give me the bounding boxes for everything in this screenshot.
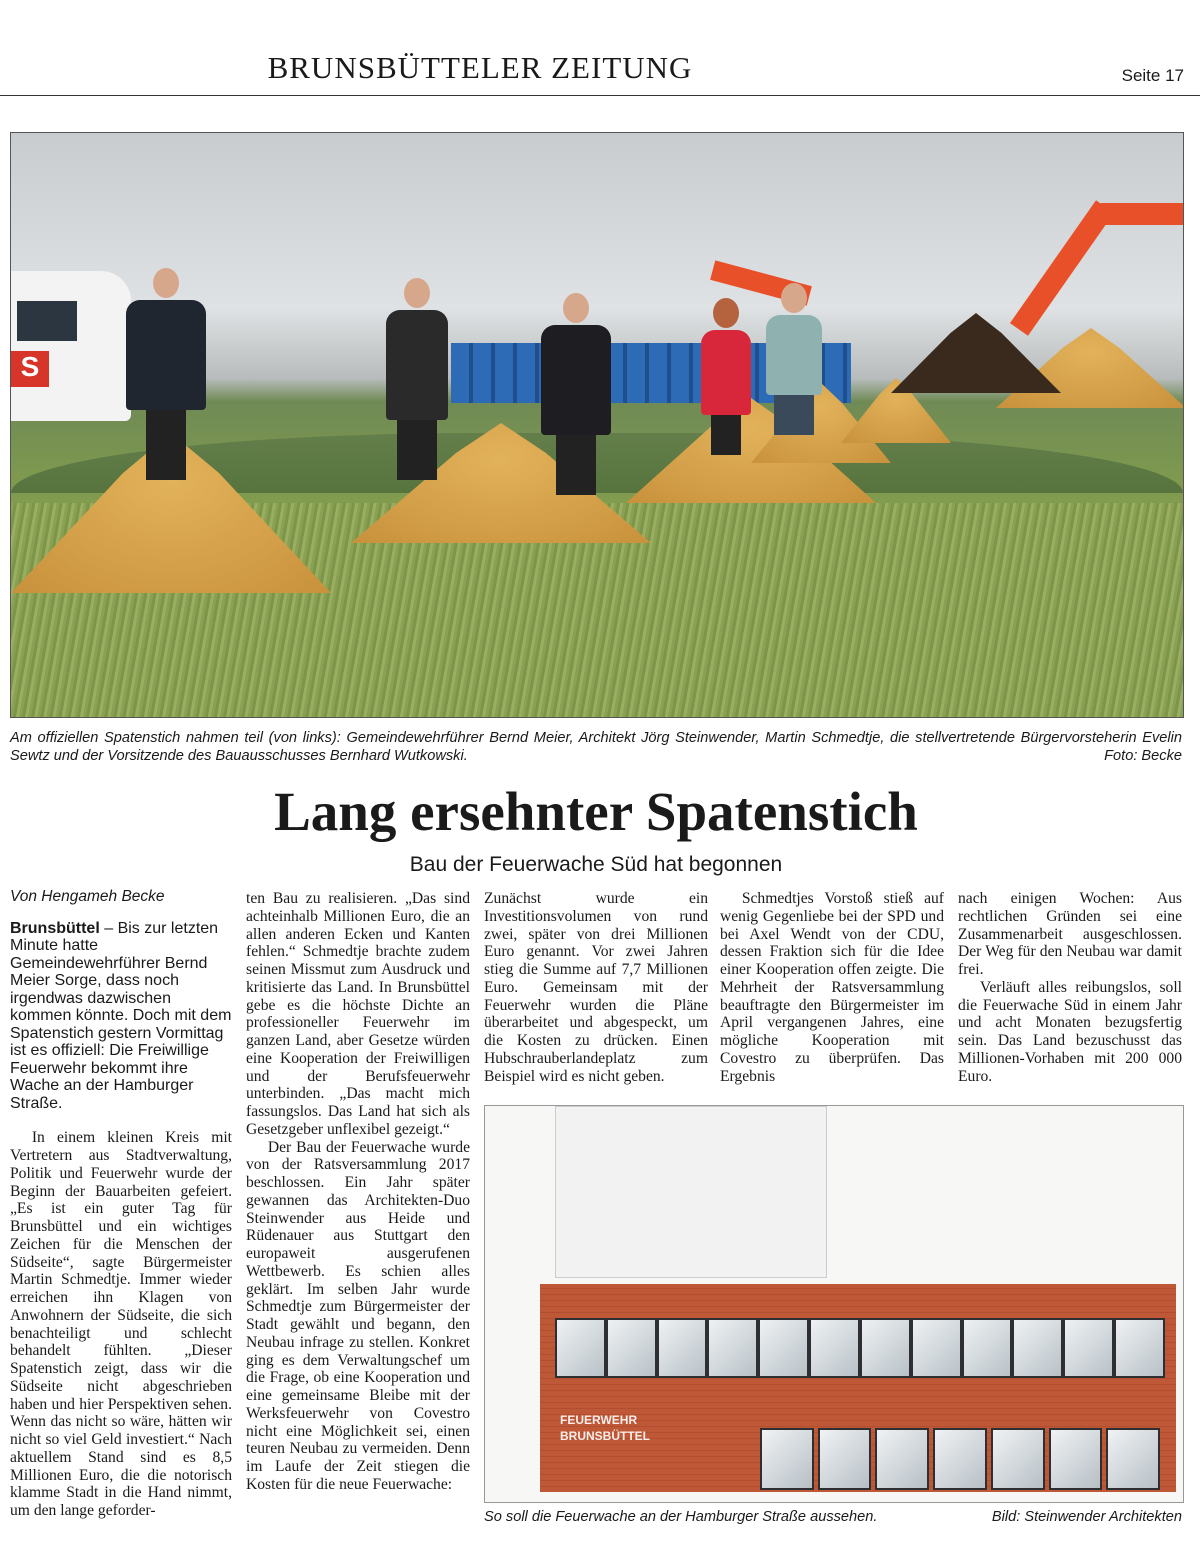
article-headline: Lang ersehnter Spatenstich <box>274 781 918 842</box>
photo-caption <box>10 730 1182 765</box>
paragraph: Verläuft alles reibungslos, soll die Feuerwache Süd in einem Jahr und acht Monaten bezugsfertig sein. Das Land bezuschusst das Millionen-Vorhaben mit 200 000 Euro. <box>958 978 1182 1085</box>
article-subhead: Bau der Feuerwache Süd hat begonnen <box>409 853 783 876</box>
person-evelin-sewtz <box>701 298 751 455</box>
training-tower <box>555 1106 827 1278</box>
article-column-1 <box>10 888 232 1520</box>
window-band <box>555 1318 1165 1378</box>
van-lettering: S <box>11 351 49 387</box>
photo-credit: Foto: Becke <box>1104 747 1182 764</box>
person-bernd-meier <box>126 268 206 480</box>
article-column-5 <box>958 890 1182 1085</box>
article-lead <box>10 920 232 1113</box>
person-joerg-steinwender <box>386 278 448 480</box>
rendering-caption <box>484 1509 1182 1525</box>
person-bernhard-wutkowski <box>766 283 822 435</box>
paragraph: Zunächst wurde ein Investitionsvolumen von rund zwei, später von drei Millionen Euro genannt. Vor zwei Jahren stieg die Summe auf 7,7 Millionen Euro. Gemeinsam mit der Feuerwehr wurden die Pläne überarbeitet und abgespeckt, um die Kosten zu drücken. Einen Hubschrauberlandeplatz zum Beispiel wird es nicht geben. <box>484 890 708 1085</box>
groundbreaking-photo <box>10 132 1184 718</box>
photo-caption-text: Am offiziellen Spatenstich nahmen teil (von links): Gemeindewehrführer Bernd Meier, Architekt Jörg Steinwender, Martin Schmedtje, die stellvertretende Bürgervorsteherin Evelin Sewtz und der Vorsitzende des Bauausschusses Bernhard Wutkowski. <box>10 730 1182 764</box>
white-van <box>11 271 131 421</box>
article-column-3 <box>484 890 708 1085</box>
header-rule <box>0 95 1200 96</box>
article-column-2 <box>246 890 470 1494</box>
lead-text: – Bis zur letzten Minute hatte Gemeindewehrführer Bernd Meier Sorge, dass noch irgendwas dazwischen kommen könnte. Doch mit dem Spatenstich gestern Vormittag ist es offiziell: Die Freiwillige Feuerwehr bekommt ihre Wache an der Hamburger Straße. <box>10 919 232 1112</box>
paragraph: In einem kleinen Kreis mit Vertretern aus Stadtverwaltung, Politik und Feuerwehr wurde der Beginn der Bauarbeiten gefeiert. „Es ist ein guter Tag für Brunsbüttel und ein wichtiges Zeichen für die Menschen der Südseite“, sagte Bürgermeister Martin Schmedtje. Immer wieder erreichen ihn Klagen von Anwohnern der Südseite, die sich benachteiligt und schlecht behandelt fühlten. „Dieser Spatenstich zeigt, dass wir die Südseite nicht abgeschrieben haben und hier Perspektiven sehen. Wenn das nicht so wäre, hätten wir nicht so viel Geld investiert.“ Nach aktuellem Stand sind es 8,5 Millionen Euro, die die notorisch klamme Stadt in die Hand nimmt, um den lange geforder- <box>10 1129 232 1519</box>
paragraph: ten Bau zu realisieren. „Das sind achteinhalb Millionen Euro, die an allen anderen Ecken und Kanten fehlen.“ Schmedtje brachte zudem seinen Missmut zum Ausdruck und kritisierte das Land. In Brunsbüttel gebe es die höchste Dichte an professioneller Feuerwehr im ganzen Land, aber Gesetze würden eine Kooperation der Freiwilligen und der Berufsfeuerwehr unterbinden. „Das macht mich fassungslos. Das Land hat sich als Gesetzgeber unflexibel gezeigt.“ <box>246 890 470 1138</box>
excavator-arm <box>1010 200 1114 335</box>
author-byline: Von Hengameh Becke <box>10 888 165 905</box>
page-number: Seite 17 <box>1121 66 1184 85</box>
paragraph: Der Bau der Feuerwache wurde von der Ratsversammlung 2017 beschlossen. Ein Jahr später gewannen das Architekten-Duo Steinwender aus Heide und Rüdenauer aus Stuttgart den europaweit ausgerufenen Wettbewerb. Es schien alles geklärt. Im selben Jahr wurde Schmedtje zum Bürgermeister der Stadt gewählt und begann, den Neubau infrage zu stellen. Konkret ging es dem Verwaltungschef um die Frage, ob eine Kooperation und eine gemeinsame Bleibe mit der Werksfeuerwehr von Covestro nicht eine Möglichkeit sei, einen teuren Neubau zu vermeiden. Denn im Laufe der Zeit stiegen die Kosten für die neue Feuerwache: <box>246 1138 470 1493</box>
fire-station-rendering <box>484 1105 1184 1503</box>
newspaper-masthead: BRUNSBÜTTELER ZEITUNG <box>267 50 693 85</box>
article-column-4 <box>720 890 944 1085</box>
paragraph: Schmedtjes Vorstoß stieß auf wenig Gegenliebe bei der SPD und bei Axel Wendt von der CDU, dessen Fraktion sich für die Idee einer Kooperation offen zeigte. Die Mehrheit der Ratsversammlung beauftragte den Bürgermeister im April vergangenen Jahres, eine mögliche Kooperation mit Covestro zu überprüfen. Das Ergebnis <box>720 890 944 1085</box>
glass-doors <box>760 1428 1160 1490</box>
person-martin-schmedtje <box>541 293 611 495</box>
building-sign: FEUERWEHR BRUNSBÜTTEL <box>560 1413 650 1443</box>
rendering-caption-text: So soll die Feuerwache an der Hamburger Straße aussehen. <box>484 1509 878 1525</box>
excavator-boom <box>1101 203 1184 225</box>
dateline: Brunsbüttel <box>10 919 100 937</box>
rendering-credit: Bild: Steinwender Architekten <box>991 1509 1182 1525</box>
paragraph: nach einigen Wochen: Aus rechtlichen Gründen sei eine Zusammenarbeit ausgeschlossen. Der Weg für den Neubau war damit frei. <box>958 890 1182 978</box>
